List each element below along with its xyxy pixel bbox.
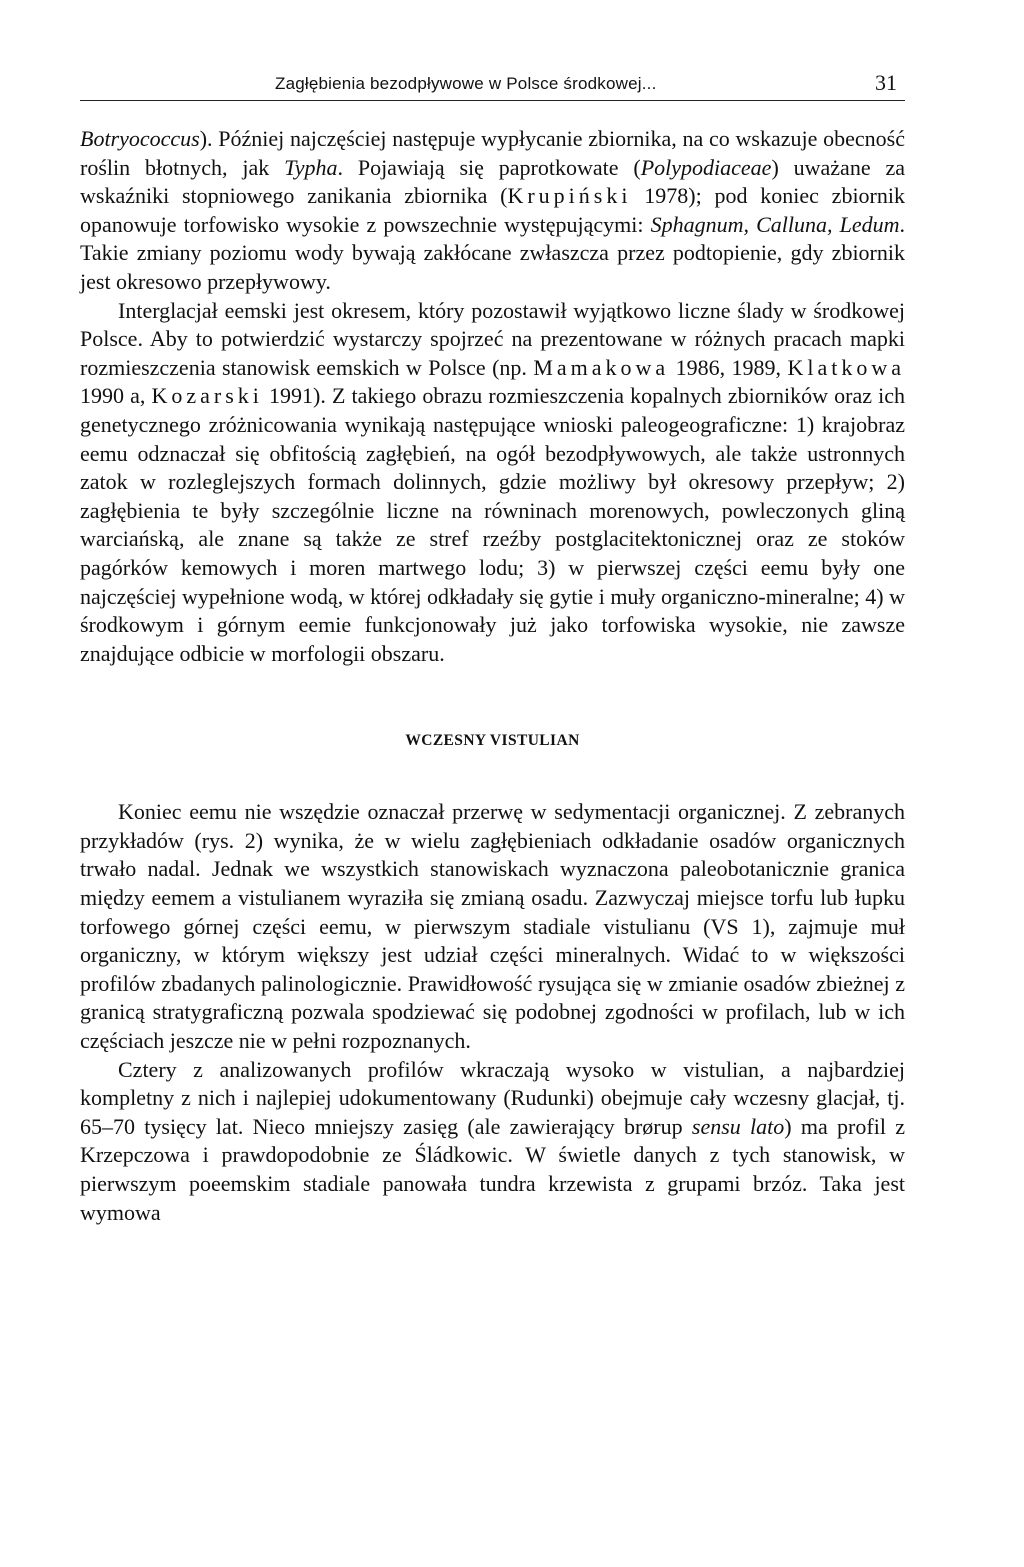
text-run: . Pojawiają się paprotkowate ( [337, 154, 641, 180]
paragraph-koniec-eemu [80, 798, 905, 1055]
text-run: ). Później najczęściej następuje wypłycanie zbiornika, na co wskazuje obecność roślin błotnych, jak [80, 126, 905, 180]
paragraph-interglacjal [80, 297, 905, 669]
author-citation: Klatkowa [787, 354, 905, 380]
taxon-name: Botryococcus [80, 126, 200, 151]
text-run: 1991). Z takiego obrazu rozmieszczenia kopalnych zbiorników oraz ich genetycznego zróżnicowania wynikają następujące wnioski paleogeograficzne: 1) krajobraz eemu odznaczał się obfitością zagłębień, na ogół bezodpływowych, ale także ustronnych zatok w rozleglejszych formach dolinnych, gdzie możliwy był okresowy przepływ; 2) zagłębienia te były szczególnie liczne na równinach morenowych, powleczonych gliną warciańską, ale znane są także ze stref rzeźby postglacitektonicznej oraz ze stoków pagórków kemowych i moren martwego lodu; 3) w pierwszej części eemu były one najczęściej wypełnione wodą, w której odkładały się gytie i muły organiczno-mineralne; 4) w środkowym i górnym eemie funkcjonowały już jako torfowiska wysokie, nie zawsze znajdujące odbicie w morfologii obszaru. [80, 383, 905, 666]
text-run: Cztery z analizowanych profilów wkraczają wysoko w vistulian, a najbardziej kompletny z nich i najlepiej udokumentowany (Rudunki) obejmuje cały wczesny glacjał, tj. 65–70 tysięcy lat. Nieco mniejszy zasięg (ale zawierający brørup [80, 1056, 905, 1139]
taxon-name: Typha [284, 154, 338, 180]
taxon-name: Polypodiaceae [640, 154, 772, 180]
author-citation: Kozarski [151, 383, 263, 409]
text-run: Interglacjał eemski jest okresem, który pozostawił wyjątkowo liczne ślady w środkowej Polsce. Aby to potwierdzić wystarczy spojrzeć na prezentowane w różnych pracach mapki rozmieszczenia stanowisk eemskich w Polsce (np. [80, 297, 905, 380]
author-citation: Mamakowa [533, 354, 670, 380]
page-number: 31 [875, 70, 897, 95]
text-run: 1978); pod koniec zbiornik opanowuje torfowisko wysokie z powszechnie występującymi: [80, 183, 905, 237]
text-run: ) ma profil z Krzepczowa i prawdopodobnie ze Śládkowic. W świetle danych z tych stanowisk, w pierwszym poeemskim stadiale panowała tundra krzewista z grupami brzóz. Taka jest wymowa [80, 1113, 905, 1225]
text-run: . Takie zmiany poziomu wody bywają zakłócane zwłaszcza przez podtopienie, gdy zbiornik jest okresowo przepływowy. [80, 211, 905, 294]
text-run: ) uważane za wskaźniki stopniowego zanikania zbiornika ( [80, 154, 905, 209]
section-heading: WCZESNY VISTULIAN [405, 732, 580, 750]
document-page [80, 60, 905, 1227]
paragraph-botryococcus [80, 125, 905, 297]
text-run: Koniec eemu nie wszędzie oznaczał przerwę w sedymentacji organicznej. Z zebranych przykładów (rys. 2) wynika, że w wielu zagłębieniach odkładanie osadów organicznych trwało nadal. Jednak we wszystkich stanowiskach wyznaczona paleobotanicznie granica między eemem a vistulianem wyraziła się zmianą osadu. Zazwyczaj miejsce torfu lub łupku torfowego górnej części eemu, w pierwszym stadiale vistulianu (VS 1), zajmuje muł organiczny, w którym większy jest udział części mineralnych. Widać to w większości profilów zbadanych palinologicznie. Prawidłowość rysująca się w zmianie osadów zbieżnej z granicą stratygraficzną pozwala spodziewać się podobnej zgodności w profilach, lub w ich częściach jeszcze nie w pełni rozpoznanych. [80, 799, 905, 1054]
taxon-name: Sphagnum, Calluna, Ledum [650, 211, 900, 237]
paragraph-cztery-profile [80, 1056, 905, 1228]
running-title: Zagłębienia bezodpływowe w Polsce środkowej... [275, 74, 657, 93]
author-citation: Krupiński [507, 183, 632, 209]
latin-term: sensu lato [691, 1113, 785, 1139]
running-header [80, 60, 905, 101]
text-run: 1986, 1989, [669, 354, 788, 380]
text-run: 1990 a, [80, 383, 152, 409]
